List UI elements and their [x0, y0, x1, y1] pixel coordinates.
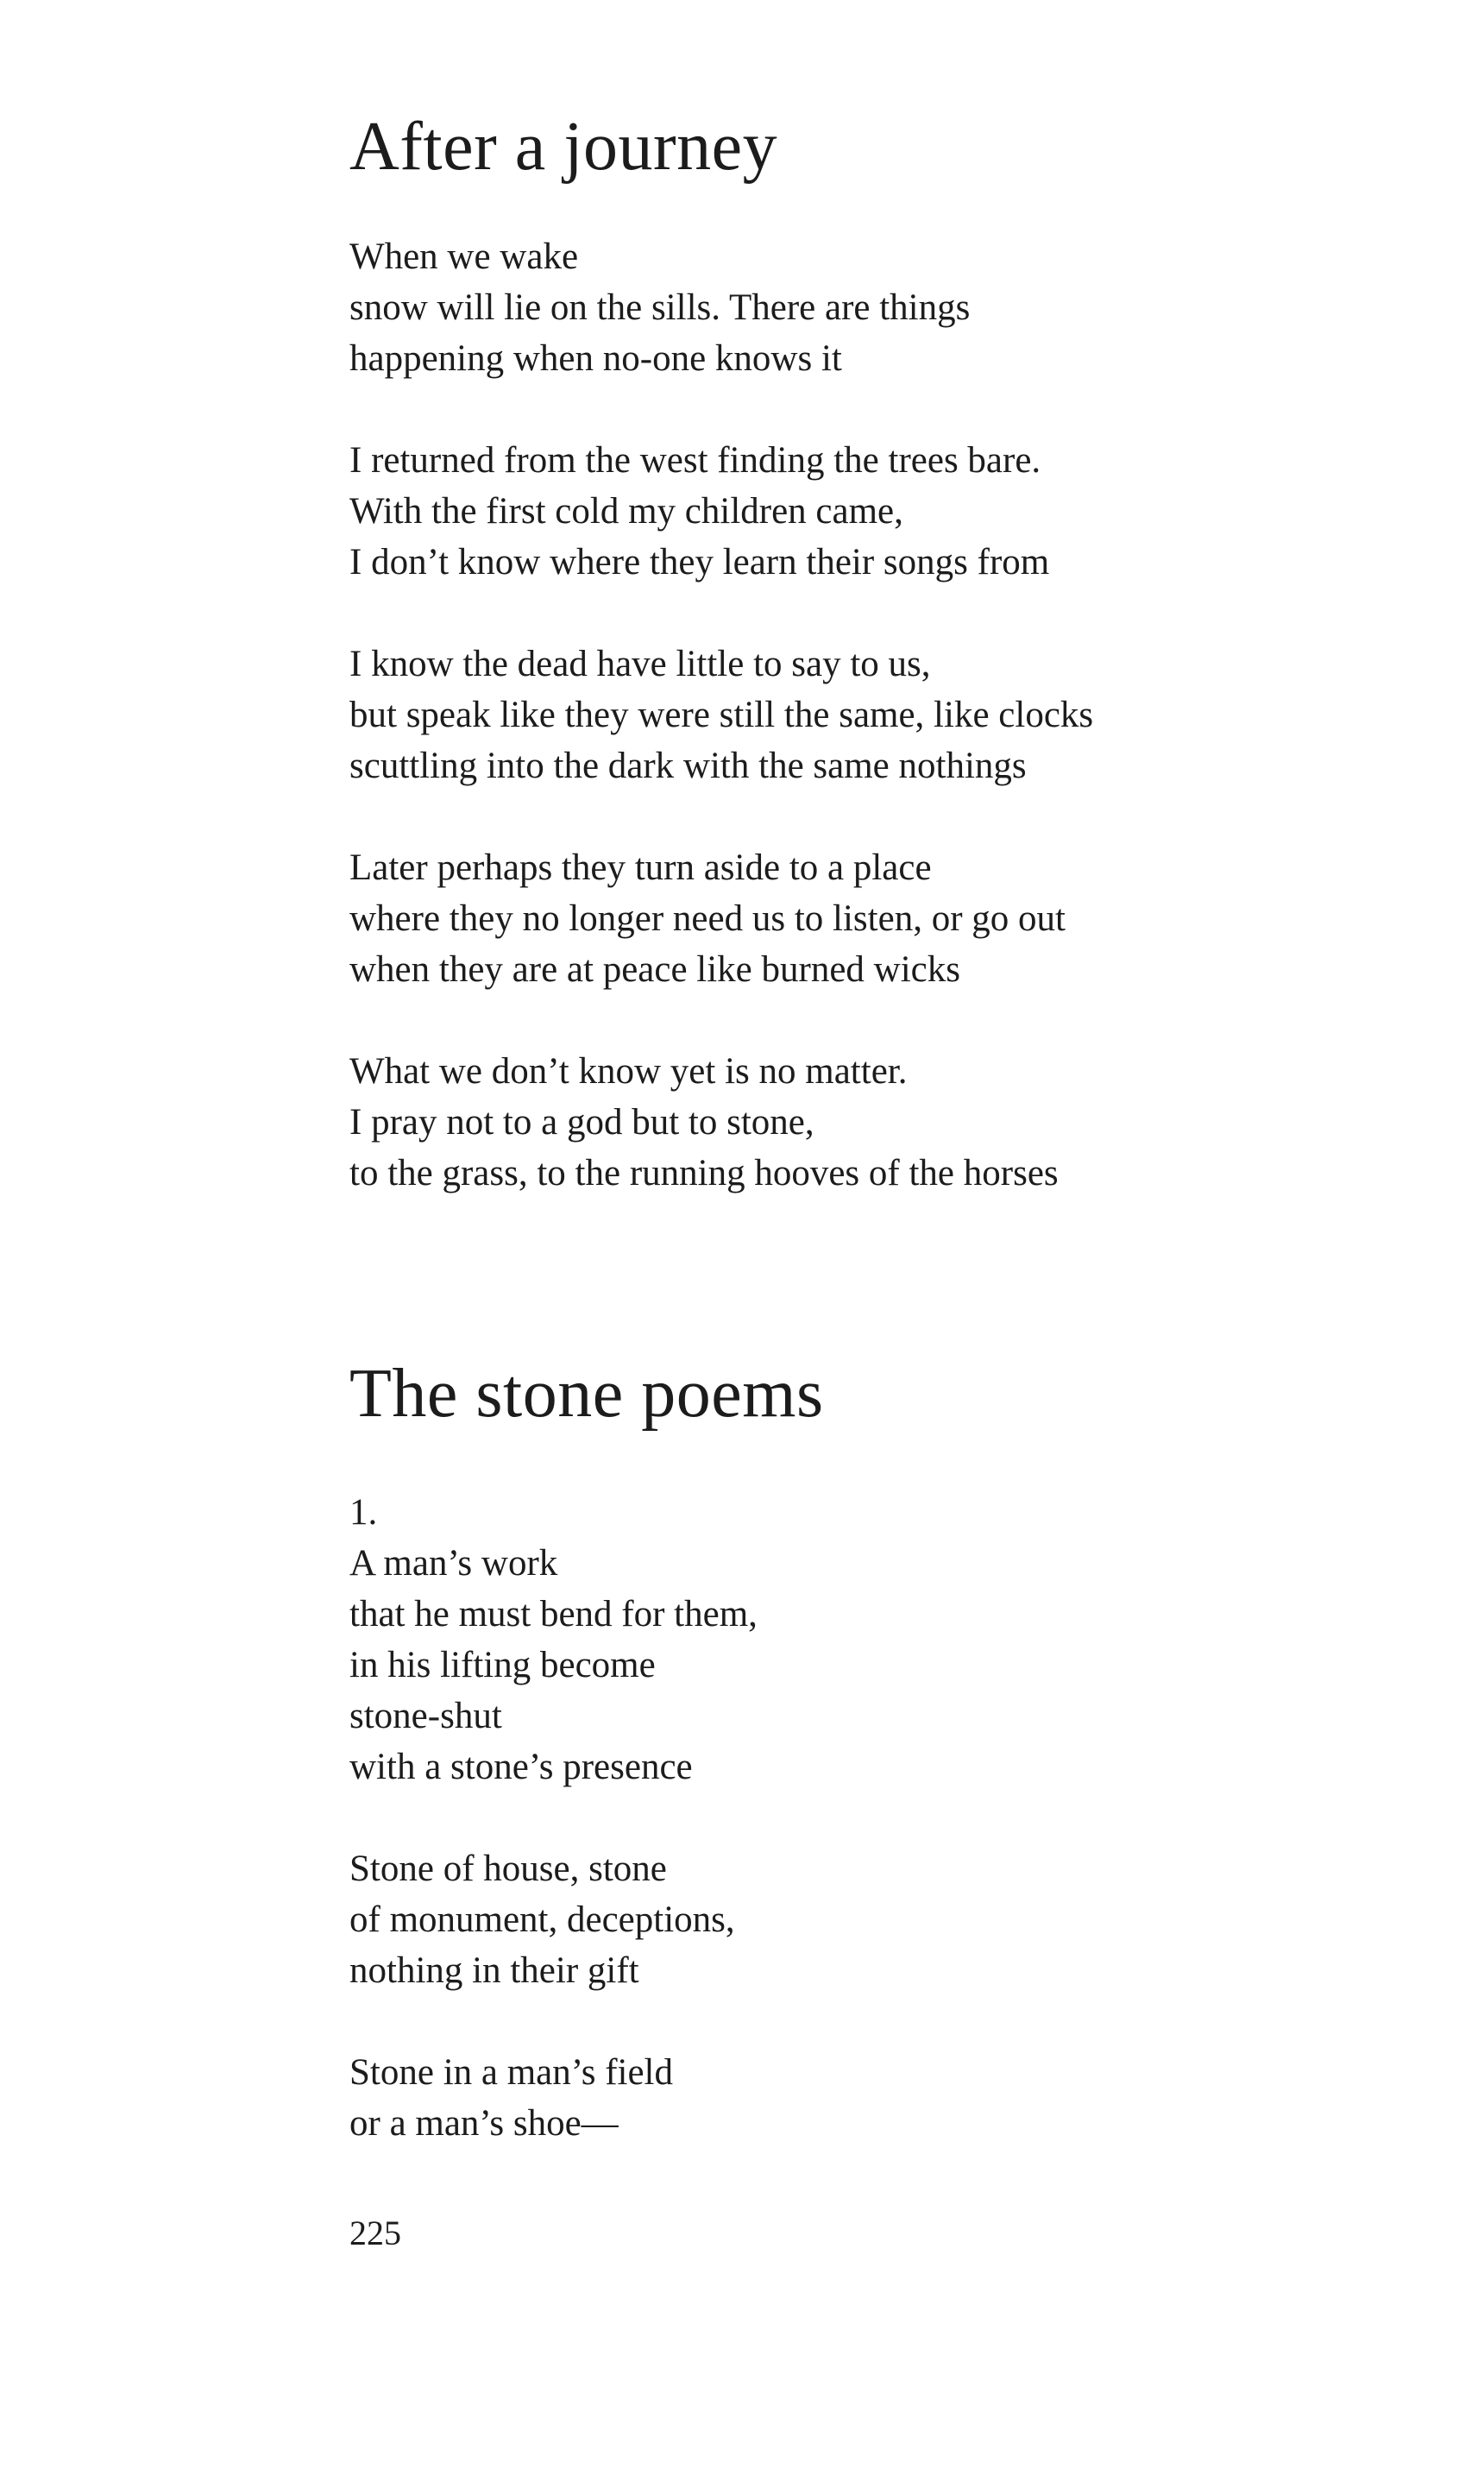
stanza [349, 2047, 1385, 2149]
poem-line: in his lifting become [349, 1645, 656, 1685]
poem-line: that he must bend for them, [349, 1594, 758, 1634]
poem-line: Stone of house, stone [349, 1849, 667, 1889]
poem-line: with a stone’s presence [349, 1747, 693, 1787]
section-number: 1. [349, 1492, 378, 1533]
poem-line: when they are at peace like burned wicks [349, 949, 960, 990]
poem-line: but speak like they were still the same, like clocks [349, 695, 1094, 735]
poem-line: scuttling into the dark with the same nothings [349, 746, 1027, 786]
poem-line: nothing in their gift [349, 1950, 639, 1991]
stanza [349, 231, 1385, 384]
poem-line: What we don’t know yet is no matter. [349, 1051, 908, 1092]
poem-line: Stone in a man’s field [349, 2052, 673, 2093]
poem-line: of monument, deceptions, [349, 1899, 735, 1940]
stanza [349, 1843, 1385, 1996]
poem-title: After a journey [349, 109, 778, 185]
poem-body [349, 231, 1385, 1250]
stanza [349, 1538, 1385, 1792]
stanza [349, 842, 1385, 995]
poem-line: When we wake [349, 236, 579, 277]
poem-line: A man’s work [349, 1543, 558, 1584]
poem-title: The stone poems [349, 1356, 824, 1432]
poem-line: where they no longer need us to listen, or go out [349, 898, 1066, 939]
poem-line: I returned from the west finding the trees bare. [349, 440, 1041, 481]
poem-line: Later perhaps they turn aside to a place [349, 847, 932, 888]
poem-line: to the grass, to the running hooves of the horses [349, 1153, 1059, 1194]
poem-line: I know the dead have little to say to us, [349, 644, 931, 684]
page-number: 225 [349, 2214, 401, 2252]
stanza [349, 1046, 1385, 1199]
poem-line: happening when no-one knows it [349, 338, 842, 379]
stanza [349, 639, 1385, 791]
poem-line: snow will lie on the sills. There are things [349, 287, 971, 328]
poem-line: I pray not to a god but to stone, [349, 1102, 814, 1143]
poem-line: or a man’s shoe— [349, 2103, 619, 2144]
stanza [349, 435, 1385, 588]
poem-body [349, 1487, 1385, 2200]
poem-line: With the first cold my children came, [349, 491, 903, 532]
poem-line: I don’t know where they learn their songs from [349, 542, 1050, 583]
poem-line: stone-shut [349, 1696, 502, 1736]
